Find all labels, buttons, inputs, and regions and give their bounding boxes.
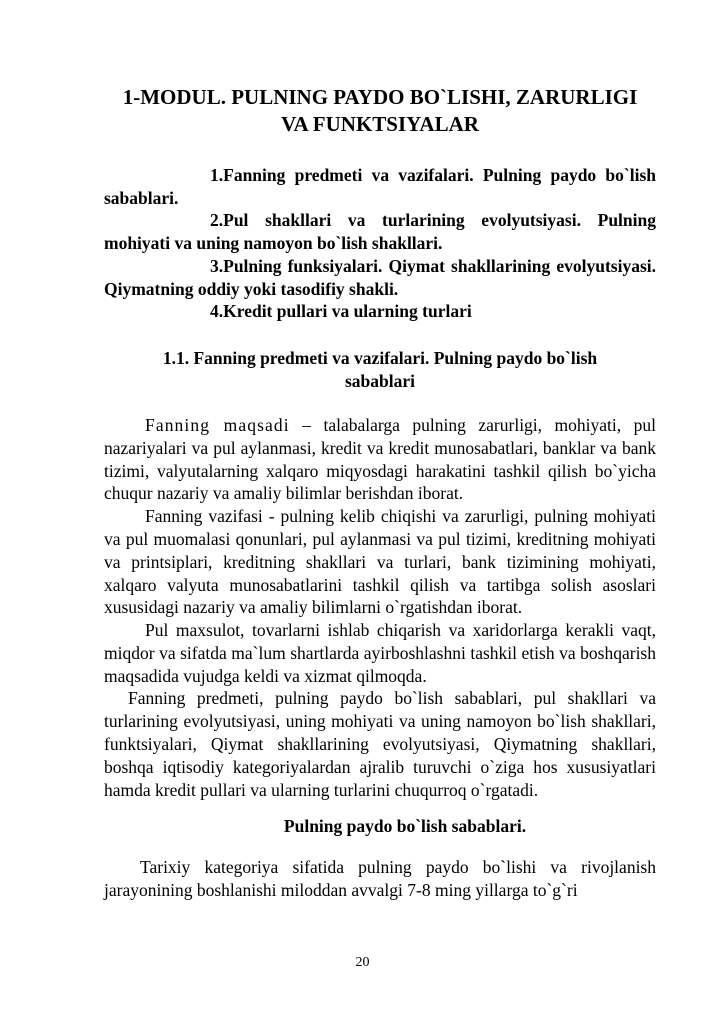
toc-item (104, 255, 656, 300)
paragraph-lead: Fanning maqsadi (145, 414, 290, 435)
section-title-line-2: sabablari (344, 370, 416, 391)
section-title-line-1: 1.1. Fanning predmeti va vazifalari. Pulning paydo bo`lish (162, 347, 598, 368)
document-page (104, 84, 656, 902)
toc-item-text: Pulning funksiyalari. Qiymat shakllarining evolyutsiyasi. Qiymatning oddiy yoki tasodifiy shakli. (104, 255, 656, 299)
paragraph-rest: – talabalarga pulning zarurligi, mohiyati, pul nazariyalari va pul aylanmasi, kredit va kredit munosabatlari, banklar va bank tizimi, valyutalarning xalqaro miqyosdagi harakatini tashkil qilish bo`yicha chuqur nazariy va amaliy bilimlar berishdan iborat. (104, 414, 657, 504)
toc-item-number: 2. (210, 210, 224, 231)
toc-item (104, 300, 656, 323)
page-title (104, 84, 656, 138)
body-text (104, 414, 656, 902)
toc-item-text: Pul shakllari va turlarining evolyutsiyasi. Pulning mohiyati va uning namoyon bo`lish shakllari. (104, 210, 656, 254)
toc-item (104, 164, 656, 209)
paragraph-goal (104, 414, 656, 505)
toc-item-number: 1. (210, 165, 224, 185)
paragraph-subject: Fanning predmeti, pulning paydo bo`lish sabablari, pul shakllari va turlarining evolyutsiyasi, uning mohiyati va uning namoyon bo`lish shakllari, funktsiyalari, Qiymat shakllarining evolyutsiyasi, Qiymatning shakllari, boshqa iqtisodiy kategoriyalardan ajralib turuvchi o`ziga hos xususiyatlari hamda kredit pullari va ularning turlarini chuqurroq o`rgatadi. (104, 688, 656, 800)
toc-item-number: 3. (210, 255, 224, 276)
sub-heading: Pulning paydo bo`lish sabablari. (283, 816, 527, 837)
toc-item (104, 209, 656, 254)
paragraph-history: Tarixiy kategoriya sifatida pulning paydo bo`lishi va rivojlanish jarayonining boshlanishi miloddan avvalgi 7-8 ming yillarga to`g`ri (104, 856, 656, 900)
toc-item-text: Fanning predmeti va vazifalari. Pulning paydo bo`lish sabablari. (104, 165, 656, 208)
section-title (104, 347, 656, 393)
title-line-1: 1-MODUL. PULNING PAYDO BO`LISHI, ZARURLIGI (122, 85, 638, 109)
paragraph-tasks: Fanning vazifasi - pulning kelib chiqishi va zarurligi, pulning mohiyati va pul muomalasi qonunlari, pul aylanmasi va pul tizimi, kreditning mohiyati va printsiplari, kreditning shakllari va turlari, bank tizimining mohiyati, xalqaro valyuta munosabatlarini tashkil qilish va tartibga solish asoslari xususidagi nazariy va amaliy bilimlarni o`rgatishdan iborat. (104, 506, 656, 618)
table-of-contents (104, 164, 656, 323)
title-line-2: VA FUNKTSIYALAR (281, 112, 479, 136)
page-number: 20 (355, 955, 370, 970)
paragraph-money-purpose: Pul maxsulot, tovarlarni ishlab chiqarish va xaridorlarga kerakli vaqt, miqdor va sifatda ma`lum shartlarda ayirboshlashni tashkil etish va boshqarish maqsadida vujudga keldi va xizmat qilmoqda. (104, 620, 656, 686)
toc-item-text: Kredit pullari va ularning turlari (223, 301, 472, 322)
toc-item-number: 4. (210, 301, 224, 322)
